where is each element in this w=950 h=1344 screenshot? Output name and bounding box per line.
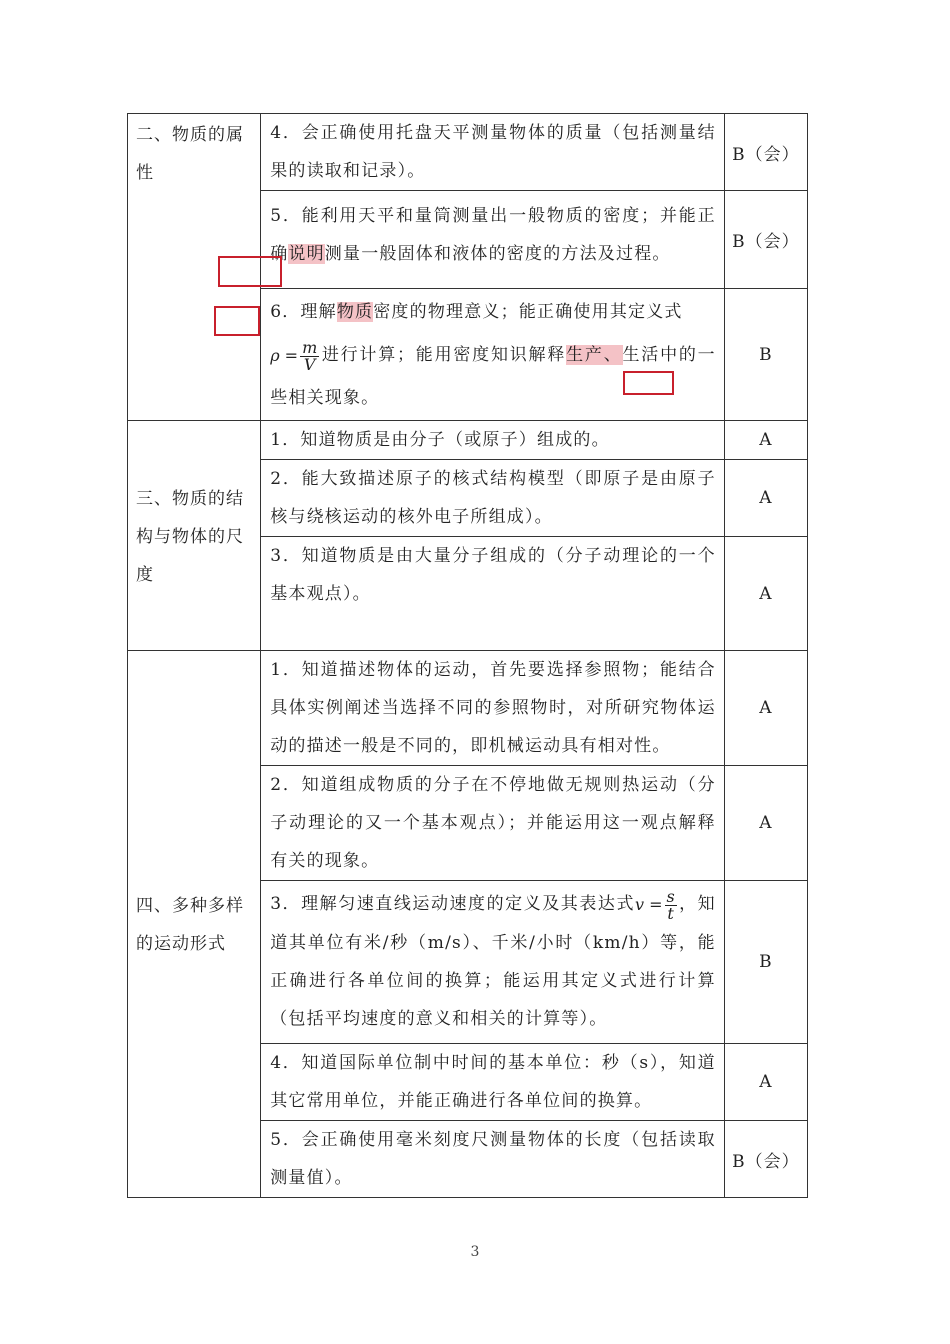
page-number: 3 <box>470 1244 480 1260</box>
formula-denominator: t <box>667 903 674 923</box>
formula-fraction <box>300 340 319 373</box>
highlighted-text: 说明 <box>288 244 325 264</box>
level-cell: B <box>724 289 807 421</box>
description-cell: 1．知道描述物体的运动，首先要选择参照物；能结合具体实例阐述当选择不同的参照物时，对所研究物体运动的描述一般是不同的，即机械运动具有相对性。 <box>261 651 725 766</box>
formula-numerator: m <box>302 338 318 357</box>
velocity-formula <box>635 886 679 924</box>
description-text: 3．理解匀速直线运动速度的定义及其表达式 <box>270 894 635 914</box>
category-cell: 三、物质的结构与物体的尺度 <box>128 421 261 651</box>
description-cell: 4．知道国际单位制中时间的基本单位：秒（s），知道其它常用单位，并能正确进行各单位间的换算。 <box>261 1044 725 1121</box>
level-cell: B（会） <box>724 114 807 191</box>
highlighted-text: 物质 <box>336 302 374 322</box>
level-cell: A <box>724 1044 807 1121</box>
formula-fraction <box>665 886 677 923</box>
formula-lhs: ρ = <box>270 346 299 365</box>
description-text: 测量一般固体和液体的密度的方法及过程。 <box>324 244 671 264</box>
annotation-box[interactable] <box>214 306 260 336</box>
description-cell: 4．会正确使用托盘天平测量物体的质量（包括测量结果的读取和记录）。 <box>261 114 725 191</box>
description-text: 6．理解 <box>270 302 337 322</box>
level-cell: B（会） <box>724 191 807 289</box>
table-row <box>128 114 808 191</box>
density-formula <box>270 334 321 377</box>
annotation-box[interactable] <box>218 256 282 287</box>
description-cell: 2．知道组成物质的分子在不停地做无规则热运动（分子动理论的又一个基本观点）；并能运用这一观点解释有关的现象。 <box>261 766 725 881</box>
annotation-box[interactable] <box>623 371 674 395</box>
highlighted-text: 生产、 <box>566 345 623 365</box>
level-cell: B <box>724 881 807 1044</box>
category-cell: 四、多种多样的运动形式 <box>128 651 261 1198</box>
description-cell <box>261 191 725 289</box>
description-cell: 5．会正确使用毫米刻度尺测量物体的长度（包括读取测量值）。 <box>261 1121 725 1198</box>
level-cell: A <box>724 537 807 651</box>
level-cell: B（会） <box>724 1121 807 1198</box>
description-text: 生活中的一些相关现象。 <box>270 345 716 408</box>
formula-denominator: V <box>303 355 316 374</box>
level-cell: A <box>724 651 807 766</box>
description-cell <box>261 881 725 1044</box>
description-cell <box>261 289 725 421</box>
description-cell: 1．知道物质是由分子（或原子）组成的。 <box>261 421 725 460</box>
description-text: 进行计算；能用密度知识解释 <box>321 345 567 365</box>
description-text: 5．能利用天平和量筒测量出一般物质的密度；并能正确 <box>270 206 716 264</box>
table-row <box>128 421 808 460</box>
description-cell: 2．能大致描述原子的核式结构模型（即原子是由原子核与绕核运动的核外电子所组成）。 <box>261 460 725 537</box>
table-row <box>128 651 808 766</box>
level-cell: A <box>724 421 807 460</box>
formula-lhs: v = <box>635 894 663 914</box>
description-cell: 3．知道物质是由大量分子组成的（分子动理论的一个基本观点）。 <box>261 537 725 651</box>
level-cell: A <box>724 766 807 881</box>
level-cell: A <box>724 460 807 537</box>
formula-numerator: s <box>666 886 675 906</box>
description-text: ，知道其单位有米/秒（m/s）、千米/小时（km/h）等，能正确进行各单位间的换算；能运用其定义式进行计算（包括平均速度的意义和相关的计算等）。 <box>270 894 716 1029</box>
description-text: 密度的物理意义；能正确使用其定义式 <box>373 302 683 322</box>
category-cell: 二、物质的属性 <box>128 114 261 421</box>
